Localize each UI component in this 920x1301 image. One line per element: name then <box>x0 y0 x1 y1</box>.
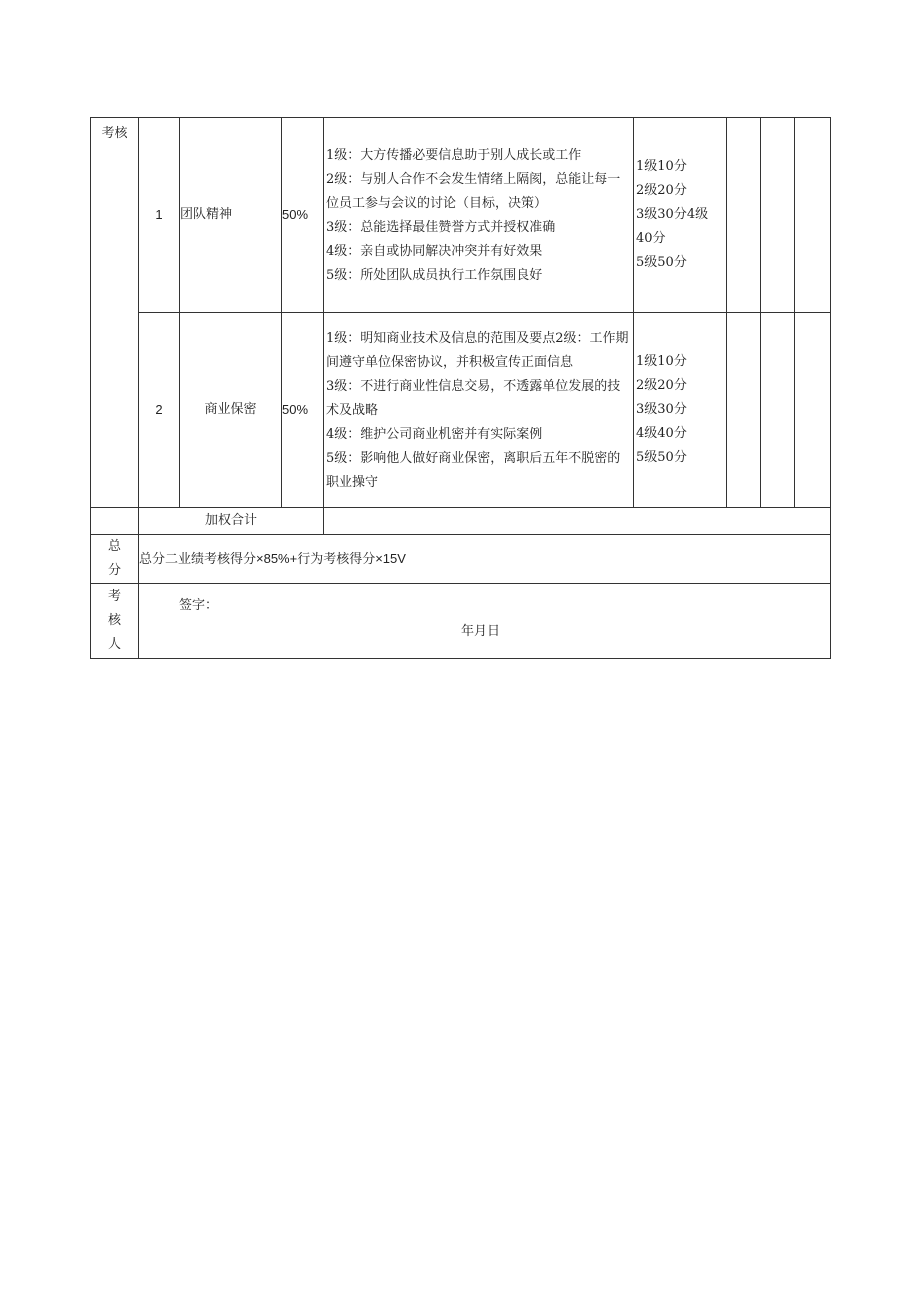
score-cell <box>761 313 795 508</box>
total-row <box>91 535 831 584</box>
score-cell <box>795 313 831 508</box>
item-weight: 50% <box>282 313 324 508</box>
item-weight: 50% <box>282 118 324 313</box>
weighted-total-label: 加权合计 <box>139 508 324 535</box>
score-cell <box>727 313 761 508</box>
section-label: 考核 <box>91 118 139 508</box>
total-label: 总 分 <box>91 535 139 584</box>
item-criteria: 1级：明知商业技术及信息的范围及要点2级：工作期间遵守单位保密协议，并积极宣传正面信息 3级：不进行商业性信息交易，不透露单位发展的技术及战略 4级：维护公司商业机密并有实际案例 5级：影响他人做好商业保密，离职后五年不脱密的职业操守 <box>324 313 634 508</box>
reviewer-row <box>91 584 831 659</box>
item-scores: 1级10分 2级20分 3级30分4级40分 5级50分 <box>634 118 727 313</box>
signature-label: 签字： <box>179 598 219 613</box>
item-name: 商业保密 <box>180 313 282 508</box>
assessment-table <box>90 117 831 659</box>
empty-cell <box>91 508 139 535</box>
table-row <box>91 118 831 313</box>
row-number: 1 <box>139 118 180 313</box>
signature-cell <box>139 584 831 659</box>
table-row <box>91 313 831 508</box>
score-cell <box>761 118 795 313</box>
row-number: 2 <box>139 313 180 508</box>
score-cell <box>795 118 831 313</box>
score-cell <box>727 118 761 313</box>
reviewer-label: 考 核 人 <box>91 584 139 659</box>
date-label: 年月日 <box>461 624 501 639</box>
item-criteria: 1级：大方传播必要信息助于别人成长或工作 2级：与别人合作不会发生情绪上隔阂，总能让每一位员工参与会议的讨论（目标，决策） 3级：总能选择最佳赞誉方式并授权准确 4级：亲自或协同解决冲突并有好效果 5级：所处团队成员执行工作氛围良好 <box>324 118 634 313</box>
total-formula: 总分二业绩考核得分×85%+行为考核得分×15V <box>139 535 831 584</box>
weighted-total-row <box>91 508 831 535</box>
weighted-total-value <box>324 508 831 535</box>
item-name: 团队精神 <box>180 118 282 313</box>
item-scores: 1级10分 2级20分 3级30分 4级40分 5级50分 <box>634 313 727 508</box>
